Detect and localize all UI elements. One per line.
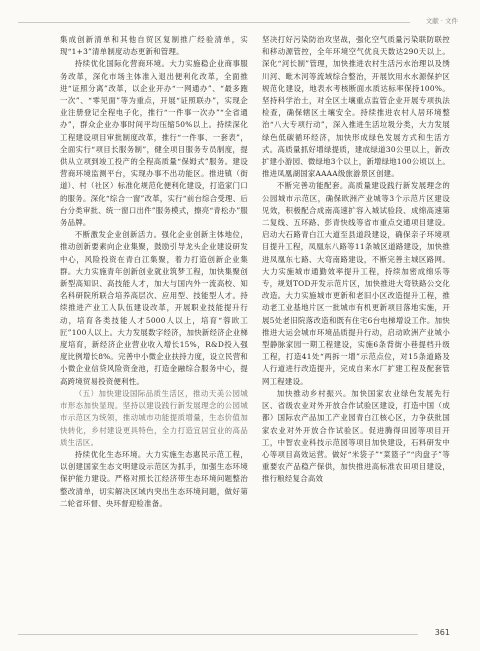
- paragraph: 不断完善功能配套。高质量建设践行新发展理念的公园城市示范区，确保欧洲产业城等3个示范片区建设见效，积极配合成南高速扩容入城试验段、成绵高速第二复线、五环路、彭青快线等省市重点交通项目建设。启动大石路青白江大道至县道段建设，确保亲子环境项目提升工程，凤凰东八路等11条城区道路建设，加快推进凤凰东七路、大弯南路建设，不断完善主城区路网。大力实施城市通勤效率提升工程，持续加密成绵乐等专，规划TOD开发示范片区，加快推进大弯铁路公交化改造。大力实施城市更新和老旧小区改造提升工程，推动老工业基地片区一批城市有机更新项目落地实施，开展5处老旧院落改造和既有住宅6台电梯增设工作。加快推进大运会城市环境品质提升行动，启动欧洲产业城小型静脉家园一期工程建设，实施6条背街小巷提档升级工程，打造41处“两拆一增”示范点位，对15条道路及人行道进行改造提升，完成自来水厂扩建工程及配套管网工程建设。: [262, 181, 450, 386]
- header-section-label: 文献 · 文件: [425, 17, 458, 25]
- footer-rule: [18, 634, 418, 635]
- header-rule: [18, 22, 410, 23]
- paragraph: 坚决打好污染防治攻坚战，强化空气质量污染联防联控和移动源管控，全年环境空气优良天数达290天以上。深化“河长制”管理，加快推进农村生活污水治理以及绣川河、毗木河等流域综合整治，开展饮用水水源保护区规范化建设，地表水考核断面水质达标率保持100%。坚持科学治土，对全区土壤重点监管企业开展专项执法检查，确保辖区土壤安全。持续推进农村人居环境整治“八大专项行动”，深入推进生活垃圾分类，大力发展绿色低碳循环经济，加快形成绿色发展方式和生活方式。高质量抓好增绿提质，建成绿道30公里以上，新改扩建小游园、微绿地3个以上，新增绿地100公顷以上。推进凤凰湖国家AAAA级旅游景区创建。: [262, 35, 450, 179]
- left-column: [60, 34, 248, 623]
- paragraph: （五）加快建设国际品质生活区，推动天美公园城市形态加快显现。坚持以建设践行新发展理念的公园城市示范区为统领，推动城市功能提质增量，生态价值加快转化，乡村建设更具特色，全力打造宜居宜业的高品质生活区。: [60, 388, 248, 447]
- paragraph: 持续优化国际化营商环境。大力实施稳企业商事服务改革，深化市场主体准入退出便利化改革，全面推进“证照分离”改革，以企业开办“一网通办”、“最多跑一次”、“零见面”等为重点，开展“证照联办”，实现企业注册登记全程电子化，推行“一件事一次办”“全省通办”，群众企业办事时间平均压缩50%以上。持续深化工程建设项目审批制度改革，推行“一件事、一套表”，全面实行“项目长服务制”，健全项目服务专员制度，提供从立项到竣工投产的全程高质量“保姆式”服务。建设营商环境监测平台，实现办事不出功能区。推进镇（街道）、村（社区）标准化规范化便利化建设，打造家门口的服务。深化“综合一窗”改革，实行“前台综合受理、后台分类审批、统一窗口出件”服务模式，擦亮“青松办”服务品牌。: [60, 59, 248, 228]
- paragraph: 加快推动乡村振兴。加快国家农业绿色发展先行区、省级农业对外开放合作试验区建设，打造中国（成都）国际农产品加工产业园青白江核心区，力争获批国家农业对外开放合作试验区。促进腾得田园等项目开工，中智农业科技示范园等项目加快建设，石料研发中心等项目高效运营。做好“米袋子”“菜篮子”“肉盘子”等重要农产品稳产保供，加快推进高标准农田项目建设，推行粮经复合高效: [262, 388, 450, 484]
- paragraph: 集成创新清单和其他自贸区复制推广经验清单，实现“1+3”清单制度动态更新和管理。: [60, 35, 248, 57]
- page-header: [0, 8, 480, 32]
- paragraph: 不断激发企业创新活力。强化企业创新主体地位，推动创新要素向企业集聚，鼓励引导龙头企业建设研发中心，风险投资在青白江集聚，着力打造创新企业集群。大力实施青年创新创业就业筑梦工程，加快集聚创新型高知识、高技能人才，加大与国内外一流高校、知名科研院所联合培养高层次、应用型、技能型人才。持续推进产业工人队伍建设改革，开展职业技能提升行动，培育各类技能人才5000人以上，培育“蓉欧工匠”100人以上。大力发展数字经济，加快新经济企业梯度培育，新经济企业营业收入增长15%，R&D投入强度比例增长8%。完善中小微企业扶持力度，设立民营和小微企业信贷风险资金池，打造金融综合服务中心，提高跨境贸易投资便利性。: [60, 230, 248, 386]
- text-columns: [60, 34, 450, 623]
- page-footer: [0, 627, 480, 641]
- page-number: 361: [434, 628, 450, 637]
- paragraph: 持续优化生态环境。大力实施生态惠民示范工程，以创建国家生态文明建设示范区为抓手，加强生态环境保护能力建设。严格对照长江经济带生态环境问题整治整改清单，切实解决区域内突出生态环境问题，做好第二轮省环督、央环督迎检准备。: [60, 449, 248, 508]
- right-column: [262, 34, 450, 623]
